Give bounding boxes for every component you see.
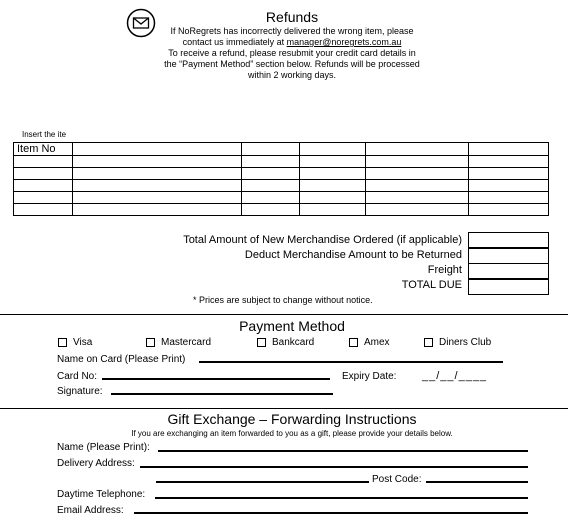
email-address-field[interactable] xyxy=(134,512,528,514)
table-cell[interactable] xyxy=(469,143,549,156)
refunds-line-2 xyxy=(134,37,450,48)
post-code-field[interactable] xyxy=(426,481,528,483)
email-address-label: Email Address: xyxy=(57,505,124,516)
refunds-email-link[interactable]: manager@noregrets.com.au xyxy=(286,37,402,47)
visa-option[interactable] xyxy=(58,337,92,348)
delivery-address-field-2[interactable] xyxy=(156,481,369,483)
expiry-date-label: Expiry Date: xyxy=(342,371,397,382)
table-row[interactable] xyxy=(14,204,549,216)
refunds-line-3: To receive a refund, please resubmit your credit card details in xyxy=(168,48,416,58)
refunds-contact-text: contact us immediately at xyxy=(182,37,287,47)
card-no-label: Card No: xyxy=(57,371,98,382)
refunds-line-5: within 2 working days. xyxy=(247,70,337,80)
payment-method-title: Payment Method xyxy=(239,318,345,334)
freight-label: Freight xyxy=(427,264,462,276)
bankcard-option[interactable] xyxy=(257,337,314,348)
post-code-label: Post Code: xyxy=(372,474,422,485)
refunds-line-1: If NoRegrets has incorrectly delivered the wrong item, please xyxy=(170,26,414,36)
section-divider xyxy=(0,408,568,409)
price-note: * Prices are subject to change without notice. xyxy=(193,295,373,305)
insert-items-label: Insert the ite xyxy=(22,130,67,139)
diners-club-label: Diners Club xyxy=(439,337,492,348)
mastercard-checkbox[interactable] xyxy=(146,338,155,347)
item-no-header: Item No xyxy=(14,143,73,156)
refunds-title: Refunds xyxy=(265,9,319,25)
table-row[interactable] xyxy=(14,192,549,204)
expiry-date-field[interactable]: __/__/____ xyxy=(422,370,488,382)
total-new-merch-label: Total Amount of New Merchandise Ordered (if applicable) xyxy=(183,234,462,246)
deduct-merch-box[interactable] xyxy=(468,248,549,264)
refunds-line-4: the “Payment Method” section below. Refunds will be processed xyxy=(164,59,420,69)
daytime-telephone-label: Daytime Telephone: xyxy=(57,489,146,500)
mastercard-option[interactable] xyxy=(146,337,211,348)
table-cell[interactable] xyxy=(72,143,241,156)
gift-name-field[interactable] xyxy=(158,450,528,452)
table-row[interactable] xyxy=(14,168,549,180)
amex-checkbox[interactable] xyxy=(349,338,358,347)
delivery-address-label: Delivery Address: xyxy=(57,458,135,469)
visa-label: Visa xyxy=(73,337,93,348)
delivery-address-field[interactable] xyxy=(140,466,528,468)
table-cell[interactable] xyxy=(241,143,300,156)
daytime-telephone-field[interactable] xyxy=(155,497,528,499)
signature-label: Signature: xyxy=(57,386,103,397)
card-no-field[interactable] xyxy=(102,378,330,380)
items-table xyxy=(13,142,549,216)
gift-exchange-title: Gift Exchange – Forwarding Instructions xyxy=(167,411,417,427)
table-cell[interactable] xyxy=(366,143,469,156)
table-header-row xyxy=(14,143,549,156)
table-row[interactable] xyxy=(14,180,549,192)
total-due-label: TOTAL DUE xyxy=(401,279,462,291)
bankcard-checkbox[interactable] xyxy=(257,338,266,347)
signature-field[interactable] xyxy=(111,393,333,395)
amex-label: Amex xyxy=(364,337,390,348)
total-due-box[interactable] xyxy=(468,279,549,295)
deduct-merch-label: Deduct Merchandise Amount to be Returned xyxy=(244,249,462,261)
refunds-section xyxy=(134,9,450,81)
gift-name-label: Name (Please Print): xyxy=(57,442,150,453)
name-on-card-label: Name on Card (Please Print) xyxy=(57,354,186,365)
name-on-card-field[interactable] xyxy=(199,361,503,363)
table-row[interactable] xyxy=(14,156,549,168)
table-cell[interactable] xyxy=(300,143,366,156)
diners-club-option[interactable] xyxy=(424,337,491,348)
bankcard-label: Bankcard xyxy=(272,337,315,348)
total-new-merch-box[interactable] xyxy=(468,232,549,248)
section-divider xyxy=(0,314,568,315)
mastercard-label: Mastercard xyxy=(161,337,212,348)
freight-box[interactable] xyxy=(468,263,549,279)
gift-exchange-subtitle: If you are exchanging an item forwarded to you as a gift, please provide your details below. xyxy=(131,429,453,438)
diners-club-checkbox[interactable] xyxy=(424,338,433,347)
amex-option[interactable] xyxy=(349,337,390,348)
visa-checkbox[interactable] xyxy=(58,338,67,347)
